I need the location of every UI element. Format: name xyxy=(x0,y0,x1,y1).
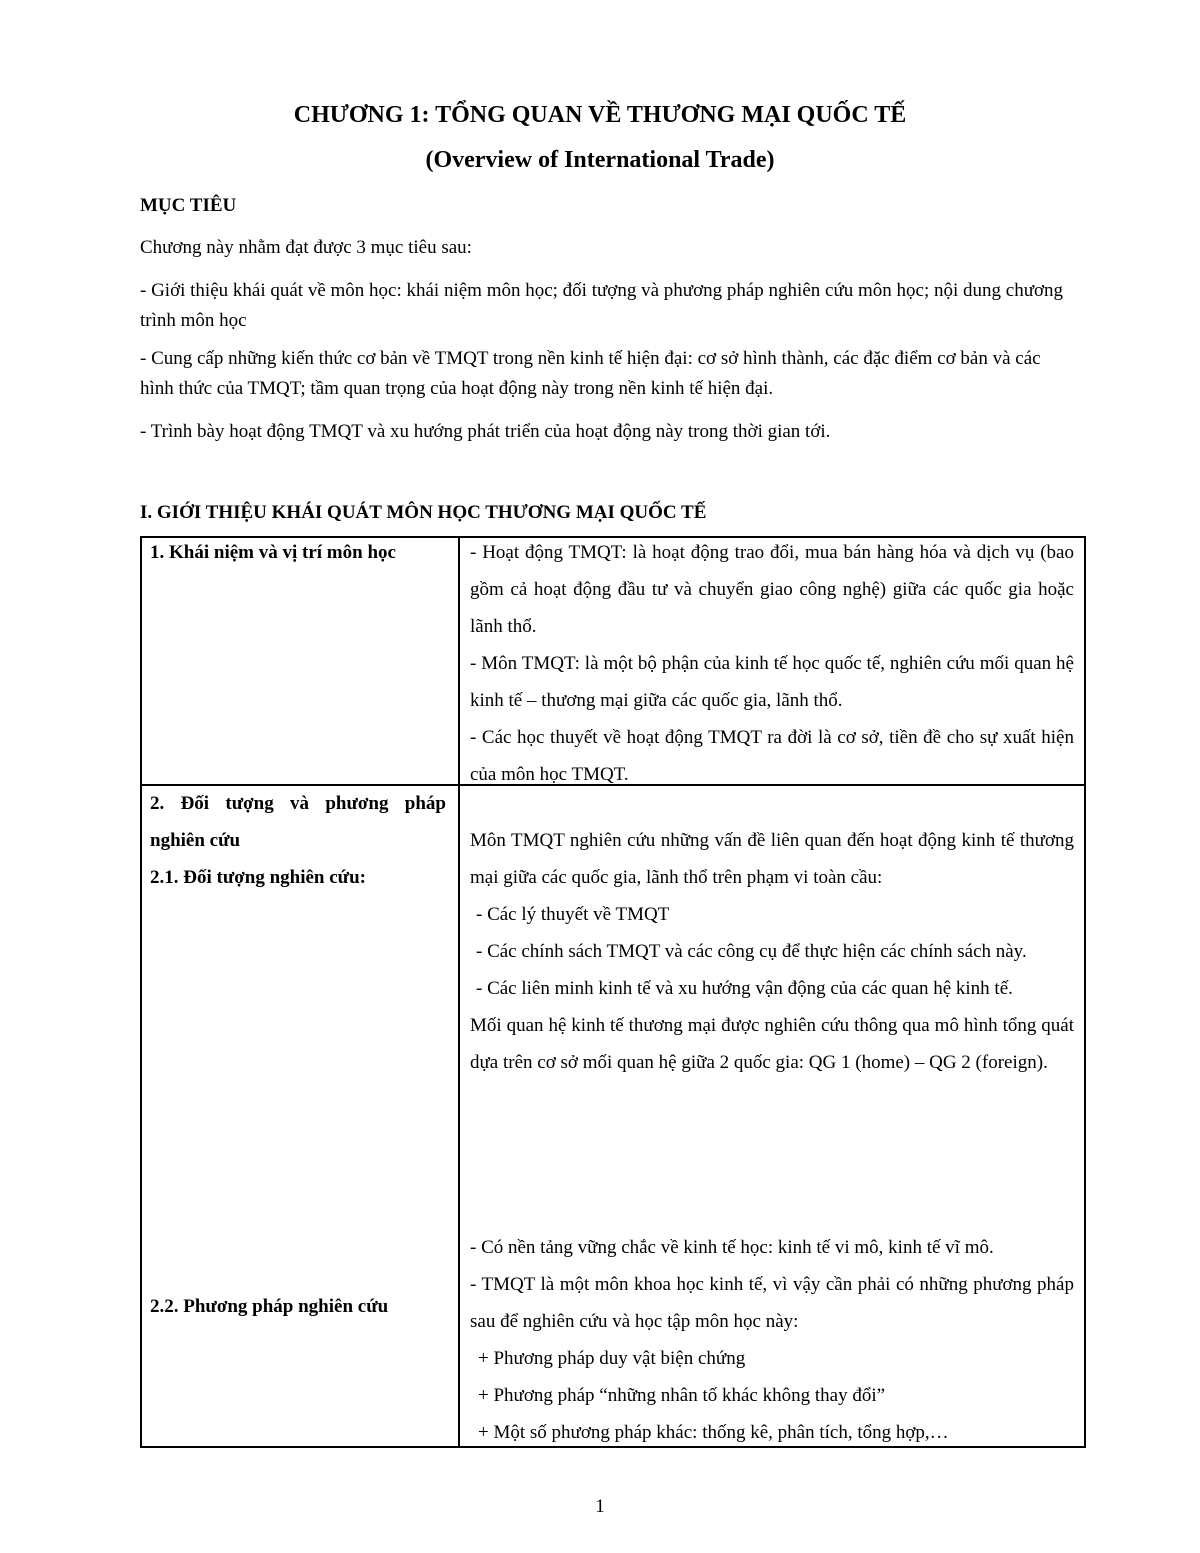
chapter-title: CHƯƠNG 1: TỔNG QUAN VỀ THƯƠNG MẠI QUỐC TẾ xyxy=(293,102,907,128)
table-list-item: + Phương pháp “những nhân tố khác không thay đổi” xyxy=(478,1385,886,1406)
section-heading: I. GIỚI THIỆU KHÁI QUÁT MÔN HỌC THƯƠNG MẠI QUỐC TẾ xyxy=(140,502,707,523)
table-paragraph: - Hoạt động TMQT: là hoạt động trao đổi, mua bán hàng hóa và dịch vụ (bao gồm cả hoạt động đầu tư và chuyển giao công nghệ) giữa các quốc gia hoặc lãnh thổ. xyxy=(470,542,1074,637)
table-list-item: - Các chính sách TMQT và các công cụ để thực hiện các chính sách này. xyxy=(476,941,1027,962)
table-paragraph: Mối quan hệ kinh tế thương mại được nghiên cứu thông qua mô hình tổng quát dựa trên cơ sở mối quan hệ giữa 2 quốc gia: QG 1 (home) – QG 2 (foreign). xyxy=(470,1015,1074,1073)
row1-right-cell xyxy=(470,534,1074,793)
row2-right-method xyxy=(470,1229,1074,1451)
table-list-item: - Các lý thuyết về TMQT xyxy=(476,904,670,925)
objective-item: - Cung cấp những kiến thức cơ bản về TMQT trong nền kinh tế hiện đại: cơ sở hình thành, các đặc điểm cơ bản và các hình thức của TMQT; tầm quan trọng của hoạt động này trong nền kinh tế hiện đại. xyxy=(140,348,1041,399)
row2-left-cell xyxy=(150,785,446,896)
table-paragraph: - Có nền tảng vững chắc về kinh tế học: kinh tế vi mô, kinh tế vĩ mô. xyxy=(470,1237,994,1258)
row2-title: 2. Đối tượng và phương pháp nghiên cứu xyxy=(150,793,446,851)
objective-item: - Giới thiệu khái quát về môn học: khái niệm môn học; đối tượng và phương pháp nghiên cứu môn học; nội dung chương trình môn học xyxy=(140,280,1064,331)
table-column-divider xyxy=(458,536,460,1448)
row2-right-object xyxy=(470,822,1074,1081)
table-paragraph: - Các học thuyết về hoạt động TMQT ra đời là cơ sở, tiền đề cho sự xuất hiện của môn học TMQT. xyxy=(470,727,1074,785)
page-number: 1 xyxy=(595,1496,605,1517)
row2-subtitle-method: 2.2. Phương pháp nghiên cứu xyxy=(150,1296,389,1317)
row2-subtitle-object: 2.1. Đối tượng nghiên cứu: xyxy=(150,867,366,888)
table-paragraph: - Môn TMQT: là một bộ phận của kinh tế học quốc tế, nghiên cứu mối quan hệ kinh tế – thương mại giữa các quốc gia, lãnh thổ. xyxy=(470,653,1074,711)
row1-left-cell: 1. Khái niệm và vị trí môn học xyxy=(150,542,396,563)
chapter-subtitle: (Overview of International Trade) xyxy=(425,147,775,173)
table-paragraph: Môn TMQT nghiên cứu những vấn đề liên quan đến hoạt động kinh tế thương mại giữa các quốc gia, lãnh thổ trên phạm vi toàn cầu: xyxy=(470,830,1074,888)
objectives-intro: Chương này nhằm đạt được 3 mục tiêu sau: xyxy=(140,237,472,258)
table-list-item: + Phương pháp duy vật biện chứng xyxy=(478,1348,746,1369)
table-list-item: + Một số phương pháp khác: thống kê, phân tích, tổng hợp,… xyxy=(478,1422,949,1443)
objective-item: - Trình bày hoạt động TMQT và xu hướng phát triển của hoạt động này trong thời gian tới. xyxy=(140,421,831,442)
objectives-heading: MỤC TIÊU xyxy=(140,195,237,216)
table-list-item: - Các liên minh kinh tế và xu hướng vận động của các quan hệ kinh tế. xyxy=(476,978,1013,999)
table-paragraph: - TMQT là một môn khoa học kinh tế, vì vậy cần phải có những phương pháp sau để nghiên cứu và học tập môn học này: xyxy=(470,1274,1074,1332)
